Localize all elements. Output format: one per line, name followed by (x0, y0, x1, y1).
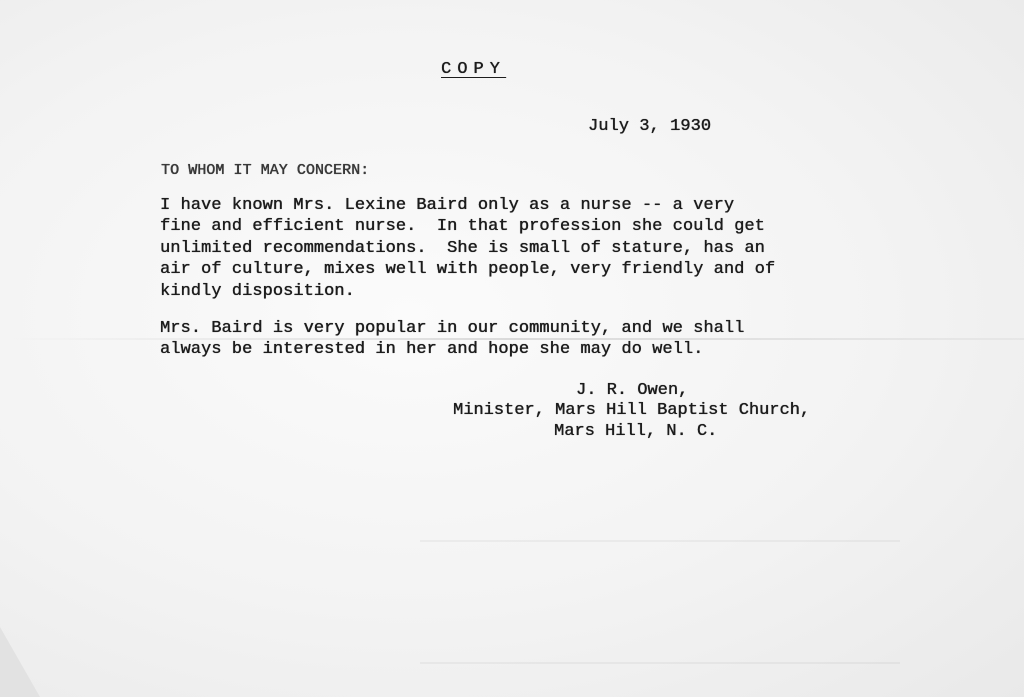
signer-name: J. R. Owen, (576, 381, 689, 400)
letter-date: July 3, 1930 (588, 117, 712, 136)
signer-location: Mars Hill, N. C. (554, 422, 718, 441)
faded-letterhead-watermark (420, 540, 900, 664)
body-paragraph-2: Mrs. Baird is very popular in our community, and we shall always be interested in her and hope she may do well. (160, 319, 745, 360)
copy-heading: COPY (441, 60, 506, 79)
signer-title: Minister, Mars Hill Baptist Church, (453, 401, 811, 420)
folded-corner (0, 627, 40, 697)
salutation: TO WHOM IT MAY CONCERN: (161, 162, 370, 179)
body-paragraph-1: I have known Mrs. Lexine Baird only as a nurse -- a very fine and efficient nurse. In that profession she could get unlimited recommendations. She is small of stature, has an air of culture, mixes well with people, very friendly and of kindly disposition. (160, 196, 776, 301)
